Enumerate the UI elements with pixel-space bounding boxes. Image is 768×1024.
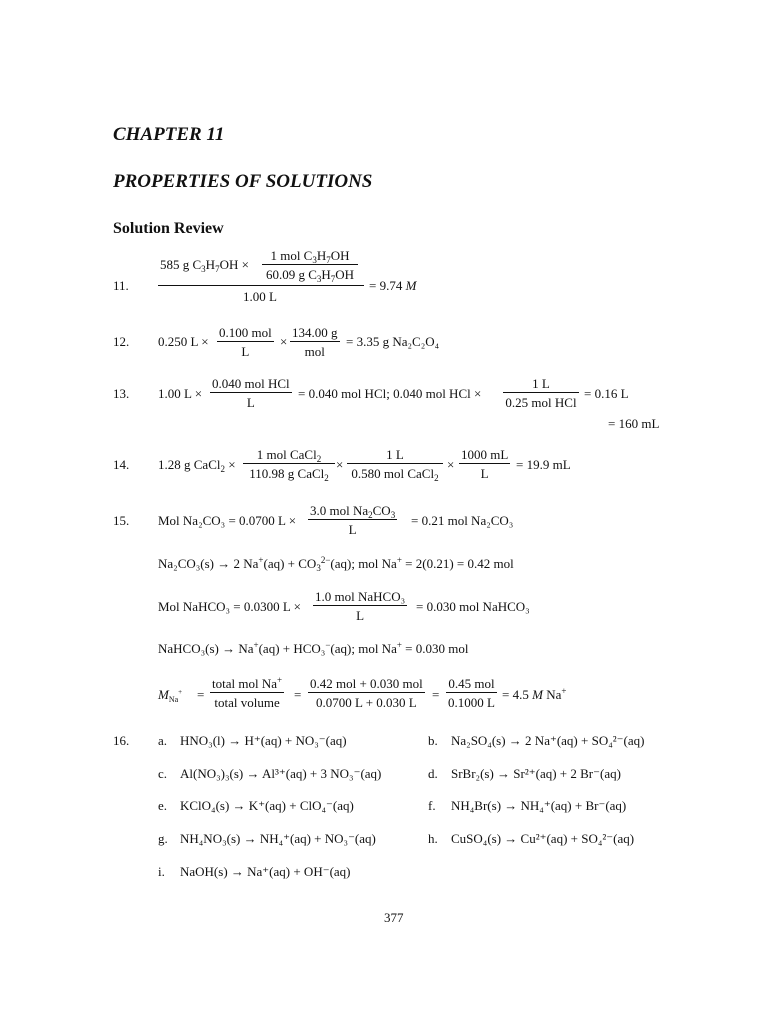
page-number: 377: [384, 910, 404, 925]
item-i-label: i.: [158, 864, 165, 879]
problem-15-line5-fraction-2: 0.42 mol + 0.030 mol 0.0700 L + 0.030 L: [310, 676, 423, 710]
problem-15-molarity-symbol: $M_{Na}^+$: [158, 687, 183, 704]
problem-11-denominator: 1.00 L: [243, 289, 277, 304]
problem-14-start: 1.28 g CaCl$_2$ ×: [158, 457, 236, 474]
item-h-equation: CuSO₄(s) → Cu²⁺(aq) + SO₄²⁻(aq): [451, 831, 635, 846]
problem-15-line3-result: = 0.030 mol NaHCO₃: [416, 599, 530, 614]
problem-12-fraction-2: 134.00 g mol: [292, 325, 338, 359]
problem-13-middle: = 0.040 mol HCl; 0.040 mol HCl ×: [298, 386, 482, 401]
item-d-label: d.: [428, 766, 438, 781]
problem-15-line4: NaHCO₃(s) → Na+(aq) + HCO₃−(aq); mol Na+ = 0.030 mol: [158, 640, 469, 656]
problem-12-result: = 3.35 g Na₂C₂O₄: [346, 334, 440, 349]
problem-11-inner-fraction: 1 mol $C_3H_7OH$ 60.09 g $C_3H_7OH$: [262, 249, 358, 281]
chapter-heading: CHAPTER 11: [113, 124, 225, 145]
chapter-title: PROPERTIES OF SOLUTIONS: [113, 171, 373, 192]
item-c-equation: Al(NO₃)₃(s) → Al³⁺(aq) + 3 NO₃⁻(aq): [180, 766, 382, 781]
problem-15-eq-3: =: [432, 687, 440, 702]
item-g-equation: NH₄NO₃(s) → NH₄⁺(aq) + NO₃⁻(aq): [180, 831, 376, 846]
item-e-label: e.: [158, 798, 168, 813]
problem-15-line3-start: Mol NaHCO₃ = 0.0300 L ×: [158, 599, 301, 614]
section-heading: Solution Review: [113, 220, 224, 237]
problem-11-numerator-mass: 585 g $C_3H_7OH$ ×: [160, 257, 249, 274]
item-b-label: b.: [428, 733, 438, 748]
problem-14-fraction-3: $\frac{1000 mL}{L}$: [461, 447, 509, 481]
problem-15-line5-fraction-1: total mol Na+ total volume: [212, 675, 283, 710]
problem-12-fraction-1: 0.100 mol L: [219, 325, 272, 359]
problem-14-times-2: ×: [447, 457, 455, 472]
item-i-equation: NaOH(s) → Na⁺(aq) + OH⁻(aq): [180, 864, 351, 879]
problem-11-main-fraction-bar: [158, 285, 364, 286]
problem-12-times: ×: [280, 334, 288, 349]
problem-15-number: 15.: [113, 513, 130, 528]
problem-15-line1-fraction: 3.0 mol $Na_2CO_3$ L: [310, 503, 396, 537]
problem-14-times-1: ×: [336, 457, 344, 472]
problem-16-number: 16.: [113, 733, 130, 748]
item-b-equation: Na₂SO₄(s) → 2 Na⁺(aq) + SO₄²⁻(aq): [451, 733, 645, 748]
problem-15-line5-result: = 4.5 M Na+: [502, 686, 567, 702]
problem-15-line1-start: Mol Na₂CO₃ = 0.0700 L ×: [158, 513, 297, 528]
item-f-label: f.: [428, 798, 436, 813]
problem-13-result: = 0.16 L: [584, 386, 629, 401]
item-f-equation: NH₄Br(s) → NH₄⁺(aq) + Br⁻(aq): [451, 798, 627, 813]
problem-13-start: 1.00 L ×: [158, 386, 203, 401]
problem-15-line1-result: = 0.21 mol Na₂CO₃: [411, 513, 514, 528]
item-a-label: a.: [158, 733, 168, 748]
problem-13-number: 13.: [113, 386, 130, 401]
problem-13-result-ml: = 160 mL: [608, 416, 660, 431]
problem-12-number: 12.: [113, 334, 130, 349]
item-e-equation: KClO₄(s) → K⁺(aq) + ClO₄⁻(aq): [180, 798, 354, 813]
problem-12-start: 0.250 L ×: [158, 334, 209, 349]
item-d-equation: SrBr₂(s) → Sr²⁺(aq) + 2 Br⁻(aq): [451, 766, 621, 781]
item-h-label: h.: [428, 831, 438, 846]
problem-15-eq-1: =: [197, 687, 205, 702]
item-g-label: g.: [158, 831, 168, 846]
problem-11-result: = 9.74 M: [369, 278, 417, 293]
problem-15-line3-fraction: 1.0 mol NaHCO₃ L: [315, 589, 406, 623]
problem-14-fraction-2: 1 L 0.580 mol CaCl$_2$: [347, 448, 443, 480]
problem-15-line5-fraction-3: 0.45 mol 0.1000 L: [448, 676, 495, 710]
problem-15-line2: Na₂CO₃(s) → 2 $Na^+(aq) + CO_3^{2-}(aq)$; mol Na+ = 2(0.21) = 0.42 mol: [158, 555, 514, 573]
item-a-equation: HNO₃(l) → H⁺(aq) + NO₃⁻(aq): [180, 733, 347, 748]
problem-13-fraction-2: 1 L 0.25 mol HCl: [503, 377, 579, 409]
problem-14-number: 14.: [113, 457, 130, 472]
problem-14-fraction-1: 1 mol CaCl$_2$ 110.98 g CaCl$_2$: [243, 448, 335, 480]
problem-14-result: = 19.9 mL: [516, 457, 571, 472]
item-c-label: c.: [158, 766, 168, 781]
problem-13-fraction-1: 0.040 mol HCl L: [212, 376, 290, 410]
problem-15-eq-2: =: [294, 687, 302, 702]
problem-11-number: 11.: [113, 278, 129, 293]
